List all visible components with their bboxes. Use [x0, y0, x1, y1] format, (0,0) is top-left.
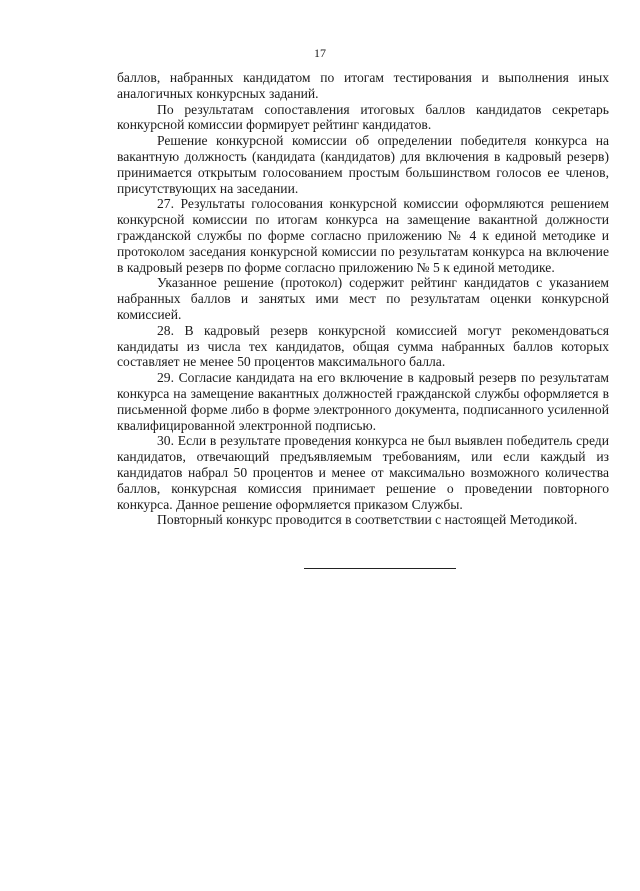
paragraph-repeat-contest: Повторный конкурс проводится в соответствии с настоящей Методикой.	[157, 512, 578, 528]
paragraph-29: 29. Согласие кандидата на его включение в кадровый резерв по результатам конкурса на замещение вакантных должностей гражданской службы оформляется в письменной форме либо в форме электронного документа, подписанного усиленной квалифицированной электронной подписью.	[117, 370, 609, 433]
page-number: 17	[314, 46, 326, 60]
paragraph-rating: По результатам сопоставления итоговых баллов кандидатов секретарь конкурсной комиссии формирует рейтинг кандидатов.	[117, 101, 609, 133]
paragraph-decision-vote: Решение конкурсной комиссии об определении победителя конкурса на вакантную должность (кандидата (кандидатов) для включения в кадровый резерв) принимается открытым голосованием простым большинством голосов ее членов, присутствующих на заседании.	[117, 133, 609, 196]
end-rule-divider	[304, 568, 456, 569]
paragraph-continuation: баллов, набранных кандидатом по итогам тестирования и выполнения иных аналогичных конкурсных заданий.	[117, 70, 609, 101]
document-body	[117, 70, 609, 528]
paragraph-28: 28. В кадровый резерв конкурсной комиссией могут рекомендоваться кандидаты из числа тех кандидатов, общая сумма набранных баллов которых составляет не менее 50 процентов максимального балла.	[117, 322, 609, 370]
paragraph-27: 27. Результаты голосования конкурсной комиссии оформляются решением конкурсной комиссии по итогам конкурса на замещение вакантной должности гражданской службы по форме согласно приложению № 4 к единой методике и протоколом заседания конкурсной комиссии по результатам конкурса на включение в кадровый резерв по форме согласно приложению № 5 к единой методике.	[117, 196, 609, 275]
paragraph-protocol: Указанное решение (протокол) содержит рейтинг кандидатов с указанием набранных баллов и занятых ими мест по результатам оценки конкурсной комиссией.	[117, 275, 609, 322]
paragraph-30: 30. Если в результате проведения конкурса не был выявлен победитель среди кандидатов, отвечающий предъявляемым требованиям, или если каждый из кандидатов набрал 50 процентов и менее от максимально возможного количества баллов, конкурсная комиссия принимает решение о проведении повторного конкурса. Данное решение оформляется приказом Службы.	[117, 433, 609, 512]
